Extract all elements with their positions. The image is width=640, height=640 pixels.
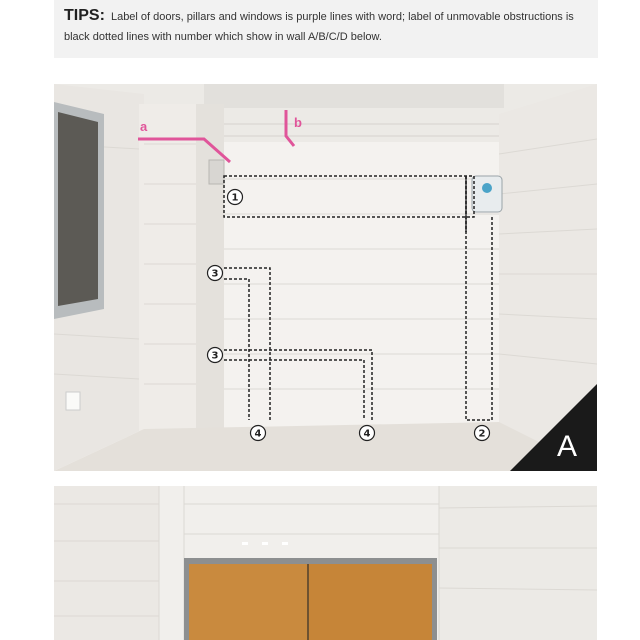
tips-text	[64, 6, 584, 47]
label-a-letter: a	[140, 119, 148, 134]
marker-1-number: 1	[231, 192, 239, 204]
marker-4-right-number: 4	[363, 428, 371, 440]
tips-description: Label of doors, pillars and windows is purple lines with word; label of unmovable obstructions is black dotted lines with number which show in wall A/B/C/D below.	[64, 11, 574, 43]
sliding-door	[184, 558, 437, 640]
wall-switch	[66, 392, 80, 410]
marker-3-lower	[208, 348, 223, 363]
marker-2	[475, 426, 490, 441]
wall-b-photo	[54, 486, 597, 640]
marker-2-number: 2	[478, 428, 486, 440]
marker-1	[228, 190, 243, 205]
marker-3-upper	[208, 266, 223, 281]
marker-4-right	[360, 426, 375, 441]
marker-4-left-number: 4	[254, 428, 262, 440]
exhaust-fan	[209, 160, 224, 184]
tips-title: TIPS:	[64, 7, 105, 24]
wall-a-letter: A	[556, 430, 578, 463]
label-b-letter: b	[294, 115, 302, 130]
window	[54, 102, 104, 319]
wall-a-photo	[54, 84, 597, 471]
marker-4-left	[251, 426, 266, 441]
marker-3-lower-number: 3	[211, 350, 219, 362]
tips-box	[54, 0, 598, 58]
marker-3-upper-number: 3	[211, 268, 219, 280]
